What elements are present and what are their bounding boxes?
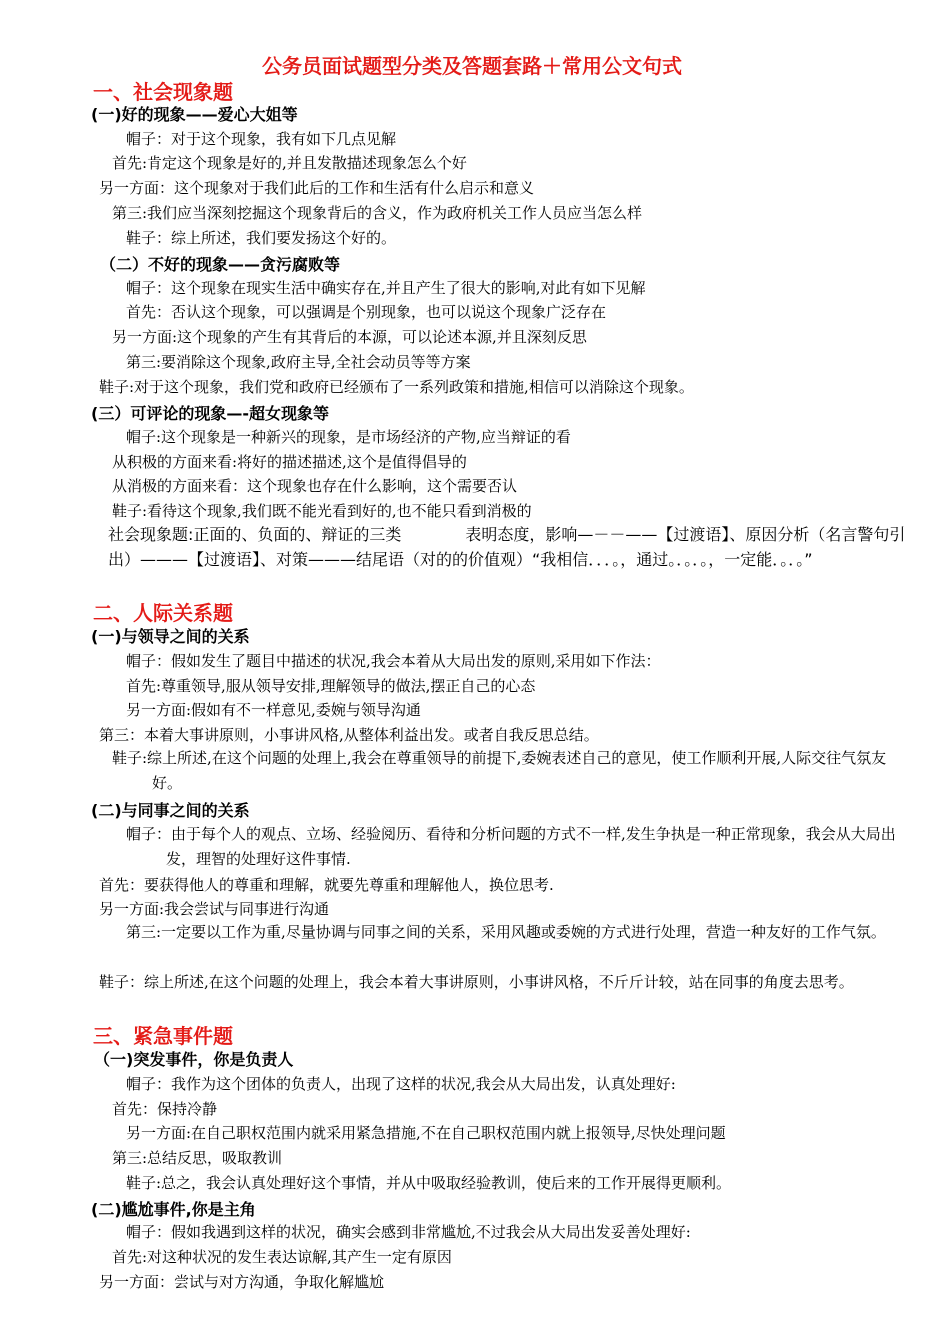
paragraph-line: 鞋子:看待这个现象,我们既不能光看到好的,也不能只看到消极的 <box>112 502 532 520</box>
paragraph-line: 另一方面:假如有不一样意见,委婉与领导沟通 <box>126 701 421 719</box>
subsection-heading-colleague: (二)与同事之间的关系 <box>91 801 250 820</box>
paragraph-line: 帽子：假如我遇到这样的状况，确实会感到非常尴尬,不过我会从大局出发妥善处理好: <box>126 1223 691 1241</box>
paragraph-line: 帽子：这个现象在现实生活中确实存在,并且产生了很大的影响,对此有如下见解 <box>126 279 646 297</box>
paragraph-text: 第三:一定要以工作为重,尽量协调与同事之间的关系，采用风趣或委婉的方式进行处理，营造一种友好的工作气氛。 <box>126 923 886 941</box>
paragraph-line: 首先：保持冷静 <box>112 1100 218 1118</box>
subsection-heading-debatable: (三）可评论的现象—-超女现象等 <box>91 404 329 423</box>
paragraph-line: 首先：否认这个现象，可以强调是个别现象，也可以说这个现象广泛存在 <box>126 303 607 321</box>
subsection-heading-bad: （二）不好的现象——贪污腐败等 <box>100 255 341 274</box>
paragraph-line: 另一方面:在自己职权范围内就采用紧急措施,不在自己职权范围内就上报领导,尽快处理问题 <box>126 1124 726 1142</box>
section-heading-social: 一、社会现象题 <box>93 80 233 104</box>
paragraph-line: 帽子：对于这个现象，我有如下几点见解 <box>126 130 397 148</box>
paragraph-line: 另一方面:这个现象的产生有其背后的本源，可以论述本源,并且深刻反思 <box>112 328 587 346</box>
summary-paragraph: 社会现象题:正面的、负面的、辩证的三类 表明态度，影响—－－——【过渡语】、原因分析（名言警句引出）———【过渡语】、对策———结尾语（对的的价值观）“我相信．．．。，通过。．。．。，一定能．。．。” <box>108 525 906 569</box>
paragraph-line: 第三:我们应当深刻挖掘这个现象背后的含义，作为政府机关工作人员应当怎么样 <box>112 204 643 222</box>
paragraph-wrapped <box>112 746 910 796</box>
subsection-heading-leader: (一)与领导之间的关系 <box>91 627 250 646</box>
paragraph-text: 鞋子：综上所述,在这个问题的处理上，我会本着大事讲原则，小事讲风格，不斤斤计较，站在同事的角度去思考。 <box>99 973 854 991</box>
paragraph-wrapped <box>126 920 910 945</box>
subsection-heading-incident: （一)突发事件，你是负责人 <box>94 1050 294 1069</box>
paragraph-line: 帽子：我作为这个团体的负责人，出现了这样的状况,我会从大局出发，认真处理好: <box>126 1075 676 1093</box>
subsection-heading-good: (一)好的现象——爱心大姐等 <box>91 105 298 124</box>
paragraph-line: 首先：要获得他人的尊重和理解，就要先尊重和理解他人，换位思考. <box>99 876 554 894</box>
section-heading-interpersonal: 二、人际关系题 <box>93 601 233 625</box>
page-title: 公务员面试题型分类及答题套路＋常用公文句式 <box>262 54 682 78</box>
paragraph-line: 从积极的方面来看:将好的描述描述,这个是值得倡导的 <box>112 453 467 471</box>
paragraph-line: 第三:要消除这个现象,政府主导,全社会动员等等方案 <box>126 353 471 371</box>
paragraph-line: 首先:对这种状况的发生表达谅解,其产生一定有原因 <box>112 1248 452 1266</box>
paragraph-line: 首先:肯定这个现象是好的,并且发散描述现象怎么个好 <box>112 154 467 172</box>
paragraph-text: 帽子：由于每个人的观点、立场、经验阅历、看待和分析问题的方式不一样,发生争执是一种正常现象，我会从大局出发，理智的处理好这件事情. <box>126 825 896 868</box>
paragraph-line: 另一方面:我会尝试与同事进行沟通 <box>99 900 330 918</box>
paragraph-line: 鞋子:对于这个现象，我们党和政府已经颁布了一系列政策和措施,相信可以消除这个现象。 <box>99 378 694 396</box>
paragraph-line: 另一方面：这个现象对于我们此后的工作和生活有什么启示和意义 <box>99 179 535 197</box>
paragraph-line: 帽子:这个现象是一种新兴的现象，是市场经济的产物,应当辩证的看 <box>126 428 571 446</box>
paragraph-wrapped <box>99 970 910 995</box>
paragraph-line: 鞋子:总之，我会认真处理好这个事情，并从中吸取经验教训，使后来的工作开展得更顺利。 <box>126 1174 732 1192</box>
paragraph-wrapped <box>126 822 910 872</box>
paragraph-line: 第三:总结反思，吸取教训 <box>112 1149 283 1167</box>
paragraph-line: 第三：本着大事讲原则，小事讲风格,从整体利益出发。或者自我反思总结。 <box>99 726 599 744</box>
paragraph-line: 从消极的方面来看：这个现象也存在什么影响，这个需要否认 <box>112 477 518 495</box>
subsection-heading-awkward: (二)尴尬事件,你是主角 <box>91 1200 256 1219</box>
paragraph-line: 鞋子：综上所述，我们要发扬这个好的。 <box>126 229 397 247</box>
paragraph-line: 首先:尊重领导,服从领导安排,理解领导的做法,摆正自己的心态 <box>126 677 536 695</box>
paragraph-text: 鞋子:综上所述,在这个问题的处理上,我会在尊重领导的前提下,委婉表述自己的意见，使工作顺利开展,人际交往气氛友好。 <box>112 749 887 792</box>
section-heading-emergency: 三、紧急事件题 <box>93 1024 233 1048</box>
paragraph-line: 另一方面：尝试与对方沟通，争取化解尴尬 <box>99 1273 385 1291</box>
paragraph-line: 帽子：假如发生了题目中描述的状况,我会本着从大局出发的原则,采用如下作法： <box>126 652 661 670</box>
